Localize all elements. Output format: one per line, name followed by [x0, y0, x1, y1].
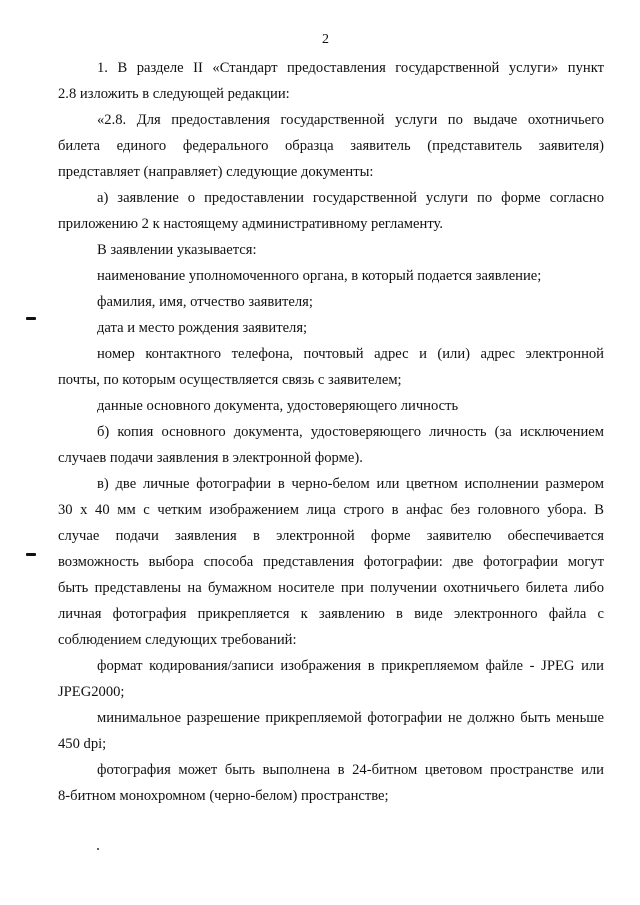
text-line: 2.8 изложить в следующей редакции: [58, 86, 290, 102]
text-line: личная фотография прикрепляется к заявлению в виде электронного файла с [58, 606, 604, 622]
text-line: дата и место рождения заявителя; [97, 320, 308, 336]
text-line: JPEG2000; [58, 684, 125, 700]
text-line: номер контактного телефона, почтовый адрес и (или) адрес электронной [97, 346, 604, 362]
text-line: быть представлены на бумажном носителе при получении охотничьего билета либо [58, 580, 604, 596]
margin-mark [26, 317, 36, 320]
text-line: формат кодирования/записи изображения в прикрепляемом файле - JPEG или [97, 658, 604, 674]
text-line: б) копия основного документа, удостоверяющего личность (за исключением [97, 424, 604, 440]
text-line: случае подачи заявления в электронной форме заявителю обеспечивается [58, 528, 604, 544]
text-line: 30 х 40 мм с четким изображением лица строго в анфас без головного убора. В [58, 502, 604, 518]
page-number: 2 [322, 32, 329, 47]
text-line: наименование уполномоченного органа, в который подается заявление; [97, 268, 542, 284]
text-line: 450 dpi; [58, 736, 107, 752]
text-line: случаев подачи заявления в электронной форме). [58, 450, 363, 466]
text-line: фамилия, имя, отчество заявителя; [97, 294, 313, 310]
text-line: фотография может быть выполнена в 24-битном цветовом пространстве или [97, 762, 604, 778]
text-line: почты, по которым осуществляется связь с заявителем; [58, 372, 402, 388]
text-line: В заявлении указывается: [97, 242, 257, 258]
margin-mark [26, 553, 36, 556]
text-line: данные основного документа, удостоверяющего личность [97, 398, 459, 414]
text-line: минимальное разрешение прикрепляемой фотографии не должно быть меньше [97, 710, 604, 726]
text-line: а) заявление о предоставлении государственной услуги по форме согласно [97, 190, 604, 206]
text-line: приложению 2 к настоящему административному регламенту. [58, 216, 443, 232]
text-line: «2.8. Для предоставления государственной услуги по выдаче охотничьего [97, 112, 604, 128]
scan-dot [97, 848, 99, 850]
text-line: в) две личные фотографии в черно-белом или цветном исполнении размером [97, 476, 604, 492]
text-line: представляет (направляет) следующие документы: [58, 164, 374, 180]
text-line: билета единого федерального образца заявитель (представитель заявителя) [58, 138, 604, 154]
text-line: соблюдением следующих требований: [58, 632, 297, 648]
text-line: возможность выбора способа представления фотографии: две фотографии могут [58, 554, 604, 570]
text-line: 1. В разделе II «Стандарт предоставления государственной услуги» пункт [97, 60, 604, 76]
text-line: 8-битном монохромном (черно-белом) пространстве; [58, 788, 389, 804]
